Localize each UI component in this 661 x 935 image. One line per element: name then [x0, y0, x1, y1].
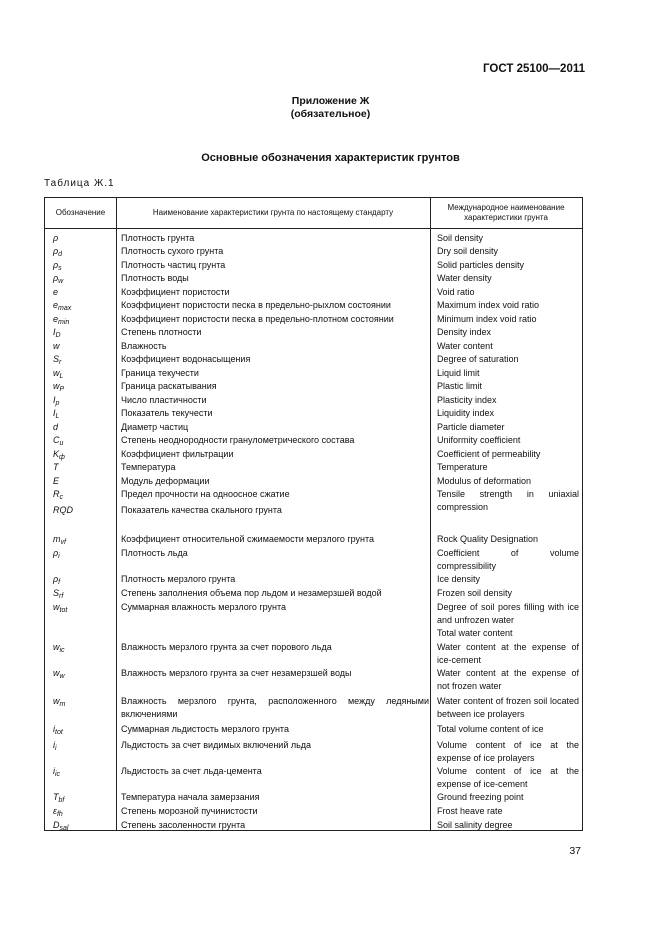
row-name-international: Plastic limit [437, 381, 483, 391]
symbol-subscript: vf [60, 539, 66, 546]
row-name-international: Total volume content of ice [437, 724, 544, 734]
row-name-international: Volume content of ice at the expense of ice-cement [437, 766, 579, 789]
row-name-international: Degree of saturation [437, 354, 519, 364]
row-name-ru: Степень морозной пучинистости [121, 806, 258, 816]
symbol-base: e [53, 314, 59, 324]
row-name-ru: Температура [121, 462, 176, 472]
row-name-international: Solid particles density [437, 260, 525, 270]
row-name-international: Rock Quality Designation [437, 534, 539, 544]
row-name-ru: Влажность мерзлого грунта, расположенного между ледяными включениями [121, 696, 429, 719]
standard-number: ГОСТ 25100—2011 [483, 63, 585, 75]
row-symbol [53, 695, 65, 708]
row-name-ru: Льдистость за счет льда-цемента [121, 766, 262, 776]
row-name-international: Coefficient of volume compressibility [437, 548, 579, 571]
symbol-subscript: tot [55, 729, 63, 736]
table-header [45, 198, 582, 229]
row-symbol [53, 259, 62, 272]
row-name-international: Void ratio [437, 287, 475, 297]
symbol-subscript: i [58, 553, 60, 560]
row-name-ru: Степень заполнения объема пор льдом и незамерзшей водой [121, 588, 382, 598]
row-name-international: Liquid limit [437, 368, 480, 378]
row-name-international: Soil salinity degree [437, 820, 513, 830]
symbol-base: I [53, 408, 56, 418]
row-symbol [53, 394, 59, 407]
symbol-subscript: L [59, 373, 64, 380]
symbol-base: w [53, 368, 60, 378]
page-number: 37 [569, 845, 581, 857]
row-symbol [53, 504, 73, 517]
symbol-base: e [53, 300, 59, 310]
symbol-subscript: L [55, 413, 60, 420]
row-symbol [53, 723, 63, 736]
symbol-base: ρ [53, 233, 59, 243]
row-name-ru: Плотность грунта [121, 233, 195, 243]
row-name-ru: Коэффициент водонасыщения [121, 354, 251, 364]
symbol-base: R [53, 489, 60, 499]
row-symbol [53, 547, 60, 560]
symbol-base: i [53, 724, 55, 734]
row-name-international: Water content at the expense of not frozen water [437, 668, 579, 691]
row-name-international: Water content [437, 341, 493, 351]
symbol-subscript: m [59, 701, 66, 708]
row-name-international: Maximum index void ratio [437, 300, 540, 310]
row-symbol [53, 340, 60, 353]
row-name-ru: Модуль деформации [121, 476, 210, 486]
row-name-international: Frozen soil density [437, 588, 513, 598]
row-name-ru: Показатель качества скального грунта [121, 505, 282, 515]
row-name-international: Tensile strength in uniaxial compression [437, 489, 579, 512]
symbol-base: T [53, 792, 59, 802]
symbol-base: ρ [53, 246, 59, 256]
row-name-ru: Предел прочности на одноосное сжатие [121, 489, 290, 499]
row-symbol [53, 573, 60, 586]
row-name-international: Temperature [437, 462, 488, 472]
symbol-base: w [53, 602, 60, 612]
document-title: Основные обозначения характеристик грунтов [201, 152, 460, 164]
annex-title: Приложение Ж [291, 95, 370, 107]
row-name-international: Dry soil density [437, 246, 499, 256]
row-name-international: Volume content of ice at the expense of ice prolayers [437, 740, 579, 763]
row-name-ru: Коэффициент пористости песка в предельно-плотном состоянии [121, 314, 394, 324]
row-symbol [53, 601, 67, 614]
symbol-subscript: tot [59, 607, 68, 614]
row-symbol [53, 587, 63, 600]
row-symbol [53, 299, 71, 312]
symbol-base: I [53, 395, 56, 405]
row-name-ru: Плотность воды [121, 273, 189, 283]
row-name-international: Uniformity coefficient [437, 435, 521, 445]
row-name-international: Plasticity index [437, 395, 497, 405]
symbol-subscript: d [58, 251, 63, 258]
row-symbol [53, 232, 58, 245]
symbol-subscript: bf [58, 797, 65, 804]
symbol-subscript: ф [59, 454, 65, 461]
row-symbol [53, 488, 63, 501]
row-name-ru: Граница раскатывания [121, 381, 217, 391]
row-name-ru: Влажность мерзлого грунта за счет незамерзшей воды [121, 668, 352, 678]
row-name-international: Water content of frozen soil located between ice prolayers [437, 696, 579, 719]
row-symbol [53, 326, 61, 339]
symbol-base: w [53, 341, 60, 351]
row-name-ru: Коэффициент фильтрации [121, 449, 234, 459]
row-symbol [53, 739, 57, 752]
row-name-ru: Влажность мерзлого грунта за счет порового льда [121, 642, 332, 652]
symbol-subscript: s [58, 265, 62, 272]
symbol-base: E [53, 476, 60, 486]
row-name-ru: Диаметр частиц [121, 422, 189, 432]
annex-heading [0, 95, 661, 121]
row-name-ru: Коэффициент относительной сжимаемости мерзлого грунта [121, 534, 375, 544]
row-name-international: Liquidity index [437, 408, 495, 418]
column-header-international: Международное наименование характеристики грунта [447, 203, 565, 222]
row-name-international: Density index [437, 327, 492, 337]
symbol-base: w [53, 381, 60, 391]
row-name-ru: Граница текучести [121, 368, 199, 378]
symbol-base: RQD [53, 505, 73, 515]
symbol-subscript: rf [59, 593, 64, 600]
row-name-international: Degree of soil pores filling with ice and unfrozen water [437, 602, 579, 625]
row-symbol [53, 461, 59, 474]
row-name-ru: Показатель текучести [121, 408, 213, 418]
row-name-international: Ground freezing point [437, 792, 524, 802]
row-name-ru: Число пластичности [121, 395, 207, 405]
symbol-base: m [53, 534, 61, 544]
row-symbol [53, 434, 63, 447]
row-name-international: Water content at the expense of ice-cement [437, 642, 579, 665]
symbol-subscript: r [59, 359, 62, 366]
symbol-subscript: P [59, 386, 65, 393]
row-symbol [53, 819, 68, 832]
symbol-base: C [53, 435, 60, 445]
row-name-ru: Льдистость за счет видимых включений льда [121, 740, 312, 750]
row-name-international: Modulus of deformation [437, 476, 532, 486]
symbol-subscript: fh [56, 811, 63, 818]
row-name-international: Minimum index void ratio [437, 314, 537, 324]
row-symbol [53, 353, 61, 366]
column-header-name: Наименование характеристики грунта по настоящему стандарту [152, 208, 394, 217]
symbol-base: e [53, 287, 59, 297]
symbol-base: ρ [53, 260, 59, 270]
row-name-ru: Коэффициент пористости [121, 287, 230, 297]
symbol-subscript: ic [59, 647, 65, 654]
row-symbol [53, 245, 62, 258]
symbol-subscript: D [55, 332, 61, 339]
row-symbol [53, 380, 64, 393]
row-symbol [53, 272, 63, 285]
row-symbol [53, 313, 69, 326]
row-name-ru: Суммарная влажность мерзлого грунта [121, 602, 287, 612]
symbol-base: I [53, 327, 56, 337]
row-name-international: Soil density [437, 233, 484, 243]
symbol-base: w [53, 642, 60, 652]
row-symbol [53, 667, 65, 680]
row-name-ru: Плотность сухого грунта [121, 246, 224, 256]
symbol-subscript: c [59, 494, 63, 501]
row-name-ru: Плотность мерзлого грунта [121, 574, 236, 584]
symbol-base: S [53, 354, 60, 364]
symbol-base: i [53, 740, 55, 750]
row-name-ru: Температура начала замерзания [121, 792, 260, 802]
row-name-ru: Плотность частиц грунта [121, 260, 226, 270]
row-symbol [53, 286, 58, 299]
symbol-subscript: min [58, 319, 70, 326]
row-name-international: Ice density [437, 574, 481, 584]
symbol-base: ρ [53, 273, 59, 283]
symbol-subscript: sal [59, 825, 69, 832]
symbol-base: D [53, 820, 60, 830]
symbol-subscript: p [55, 400, 60, 407]
symbol-base: w [53, 696, 60, 706]
row-name-ru: Плотность льда [121, 548, 188, 558]
symbol-base: ρ [53, 548, 59, 558]
symbol-subscript: w [58, 278, 64, 285]
symbol-base: K [53, 449, 60, 459]
column-header-symbol: Обозначение [55, 208, 106, 217]
row-name-international: Particle diameter [437, 422, 505, 432]
symbol-subscript: w [59, 673, 65, 680]
row-name-ru: Степень засоленности грунта [121, 820, 246, 830]
row-symbol [53, 367, 63, 380]
symbol-base: w [53, 668, 60, 678]
row-symbol [53, 791, 64, 804]
row-name-international: Coefficient of permeability [437, 449, 541, 459]
row-symbol [53, 765, 60, 778]
symbol-subscript: f [58, 579, 61, 586]
row-symbol [53, 533, 66, 546]
designations-table [44, 197, 583, 831]
row-symbol [53, 421, 58, 434]
column-divider [430, 198, 431, 830]
row-name-international: Frost heave rate [437, 806, 503, 816]
row-name-international: Water density [437, 273, 492, 283]
row-name-ru: Суммарная льдистость мерзлого грунта [121, 724, 289, 734]
row-symbol [53, 475, 59, 488]
row-symbol [53, 641, 65, 654]
row-name-international: Total water content [437, 628, 513, 638]
symbol-base: d [53, 422, 59, 432]
symbol-base: S [53, 588, 60, 598]
row-symbol [53, 805, 63, 818]
annex-status: (обязательное) [290, 108, 371, 120]
symbol-subscript: ic [55, 771, 61, 778]
row-name-ru: Степень плотности [121, 327, 202, 337]
row-symbol [53, 407, 59, 420]
row-name-ru: Коэффициент пористости песка в предельно-рыхлом состоянии [121, 300, 391, 310]
row-name-ru: Влажность [121, 341, 167, 351]
table-caption: Таблица Ж.1 [44, 178, 115, 189]
row-name-ru: Степень неоднородности гранулометрического состава [121, 435, 355, 445]
symbol-subscript: max [58, 305, 72, 312]
symbol-base: ρ [53, 574, 59, 584]
symbol-base: ε [53, 806, 57, 816]
symbol-base: T [53, 462, 59, 472]
symbol-subscript: u [59, 440, 64, 447]
row-symbol [53, 448, 65, 461]
column-divider [116, 198, 117, 830]
symbol-base: i [53, 766, 55, 776]
symbol-subscript: i [55, 745, 57, 752]
